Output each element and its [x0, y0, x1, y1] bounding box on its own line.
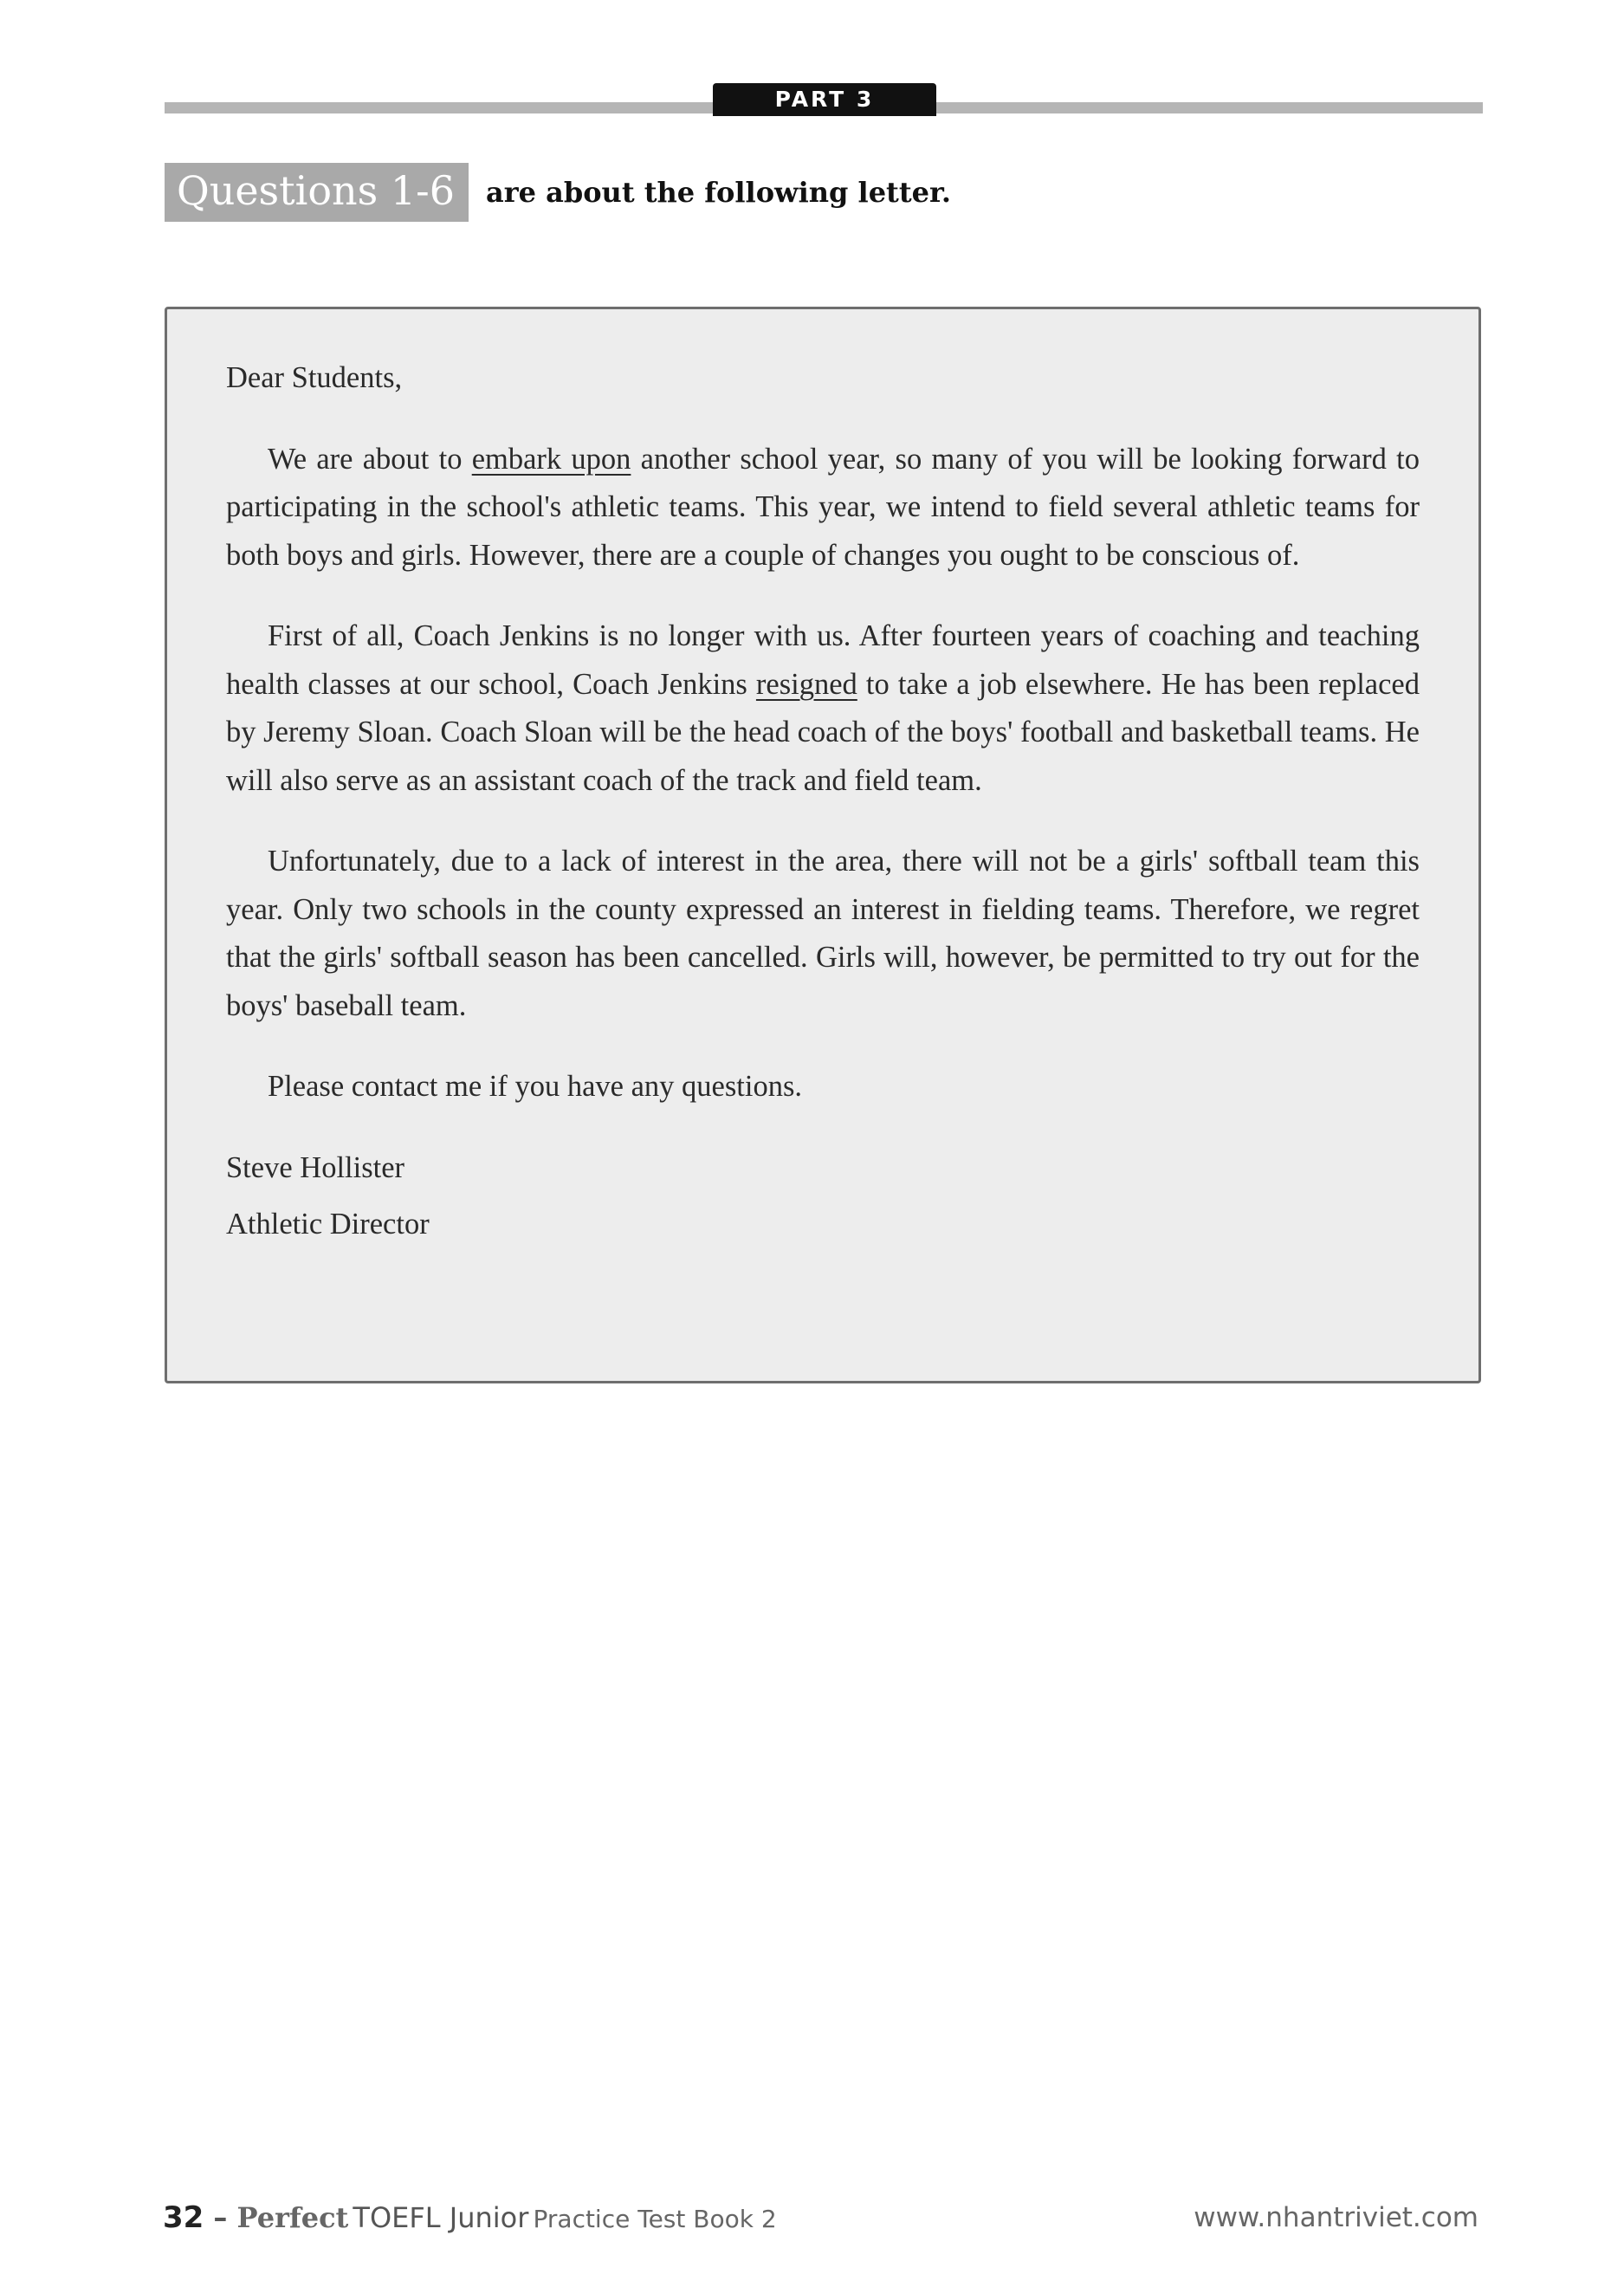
questions-badge: Questions 1-6: [165, 163, 469, 222]
footer-website: www.nhantriviet.com: [1194, 2202, 1478, 2233]
underlined-word-resigned: resigned: [755, 667, 857, 701]
p1-text-after: another school year, so many of you will be looking forward to participating in the school's athletic teams. This year, we intend to field several athletic teams for both boys and girls. However, there are a couple of changes you ought to be conscious of.: [226, 442, 1420, 572]
footer-brand-bold: Perfect: [236, 2201, 349, 2234]
p1-text-before: We are about to: [268, 442, 472, 476]
letter-paragraph-4: Please contact me if you have any questions.: [268, 1070, 802, 1103]
footer-brand-subtitle: Practice Test Book 2: [533, 2205, 777, 2233]
letter-paragraph-3: Unfortunately, due to a lack of interest in the area, there will not be a girls' softball team this year. Only two schools in the county expressed an interest in fielding teams. Therefore, we regret that the girls' softball season has been cancelled. Girls will, however, be permitted to try out for the boys' baseball team.: [226, 845, 1420, 1022]
p2-text-after: to take a job elsewhere. He has been replaced by Jeremy Sloan. Coach Sloan will be the head coach of the boys' football and basketball teams. He will also serve as an assistant coach of the track and field team.: [226, 667, 1420, 797]
letter-box: [165, 307, 1481, 1383]
p2-text-before: First of all, Coach Jenkins is no longer with us. After fourteen years of coaching and teaching health classes at our school, Coach Jenkins: [226, 619, 1420, 701]
part-label: PART 3: [713, 83, 936, 116]
letter-paragraph-2: [226, 612, 1420, 805]
footer-left: [163, 2200, 777, 2235]
page-number: 32: [163, 2200, 204, 2235]
signature-name: Steve Hollister: [226, 1150, 405, 1184]
letter-greeting: Dear Students,: [226, 361, 403, 394]
signature-title: Athletic Director: [226, 1208, 430, 1241]
questions-header: [165, 163, 951, 222]
questions-intro: are about the following letter.: [486, 176, 952, 209]
footer-dash: –: [213, 2201, 228, 2234]
underlined-phrase-embark-upon: embark upon: [471, 442, 631, 476]
letter-paragraph-1: [226, 436, 1420, 580]
footer-brand-title: TOEFL Junior: [353, 2201, 529, 2234]
